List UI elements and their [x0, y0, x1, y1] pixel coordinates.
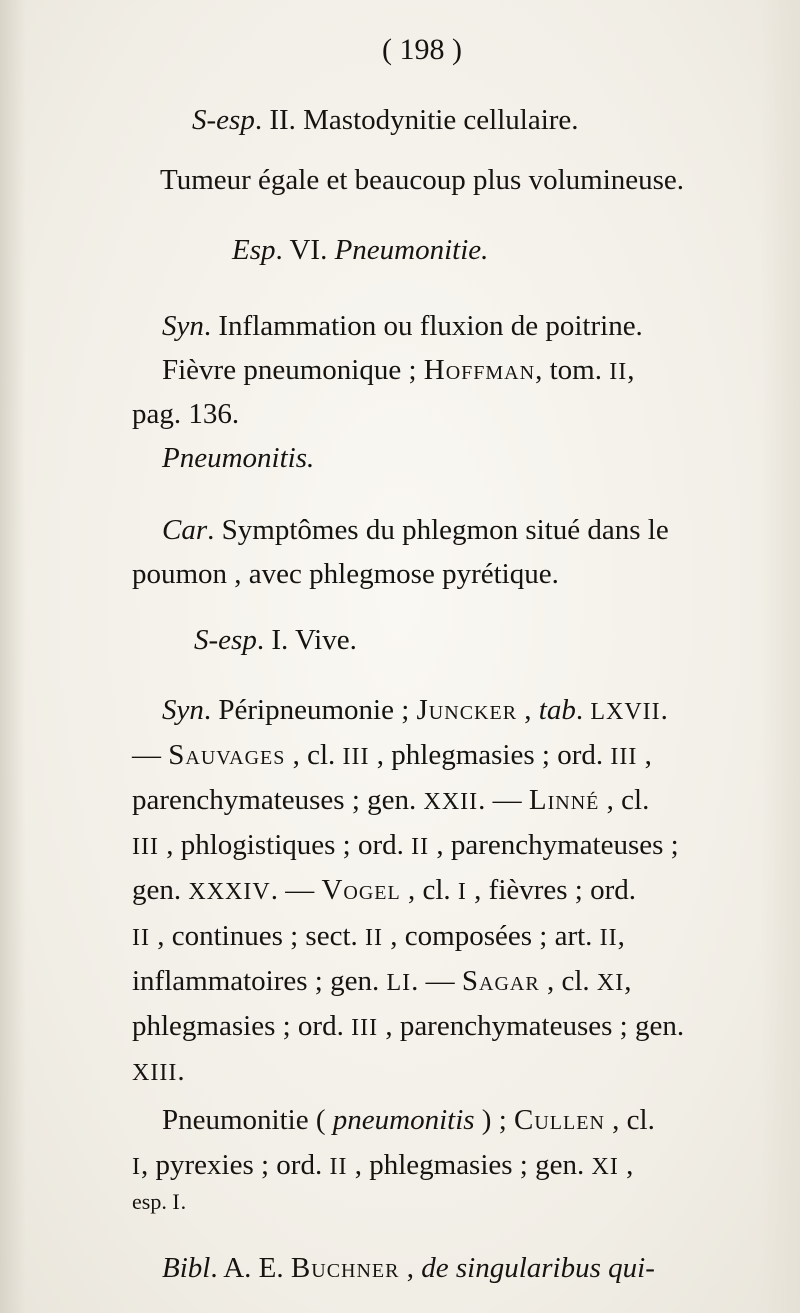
- text-line: Esp. VI. Pneumonitie.: [232, 234, 489, 266]
- text-line: S-esp. I. Vive.: [194, 624, 357, 656]
- text-line: Tumeur égale et beaucoup plus volumineuse.: [160, 164, 685, 196]
- text-line: inflammatoires ; gen. LI. — Sagar , cl. XI,: [132, 965, 632, 997]
- text-line: Bibl. A. E. Buchner , de singularibus qui-: [162, 1252, 655, 1284]
- page-edge-shadow: [760, 0, 800, 1313]
- text-line: pag. 136.: [132, 398, 240, 430]
- text-line: poumon , avec phlegmose pyrétique.: [132, 558, 559, 590]
- text-line: Fièvre pneumonique ; Hoffman, tom. II,: [162, 354, 635, 386]
- text-line: S-esp. II. Mastodynitie cellulaire.: [192, 104, 579, 136]
- text-line: XIII.: [132, 1055, 185, 1087]
- text-line: Syn. Péripneumonie ; Juncker , tab. LXVII.: [162, 694, 668, 726]
- page-spine-shadow: [0, 0, 26, 1313]
- page-number: ( 198 ): [382, 33, 462, 66]
- text-line: Pneumonitie ( pneumonitis ) ; Cullen , cl.: [162, 1104, 655, 1136]
- text-line: II , continues ; sect. II , composées ; art. II,: [132, 920, 625, 952]
- text-line: Syn. Inflammation ou fluxion de poitrine.: [162, 310, 643, 342]
- text-line: I, pyrexies ; ord. II , phlegmasies ; gen. XI ,: [132, 1149, 634, 1181]
- text-line: phlegmasies ; ord. III , parenchymateuses ; gen.: [132, 1010, 685, 1042]
- text-line: Pneumonitis.: [162, 442, 315, 474]
- text-line: gen. XXXIV. — Vogel , cl. I , fièvres ; ord.: [132, 874, 637, 906]
- text-line: III , phlogistiques ; ord. II , parenchymateuses ;: [132, 829, 679, 861]
- text-line: parenchymateuses ; gen. XXII. — Linné , cl.: [132, 784, 650, 816]
- text-line: esp. I.: [132, 1189, 187, 1214]
- text-line: Car. Symptômes du phlegmon situé dans le: [162, 514, 669, 546]
- text-line: — Sauvages , cl. III , phlegmasies ; ord. III ,: [132, 739, 652, 771]
